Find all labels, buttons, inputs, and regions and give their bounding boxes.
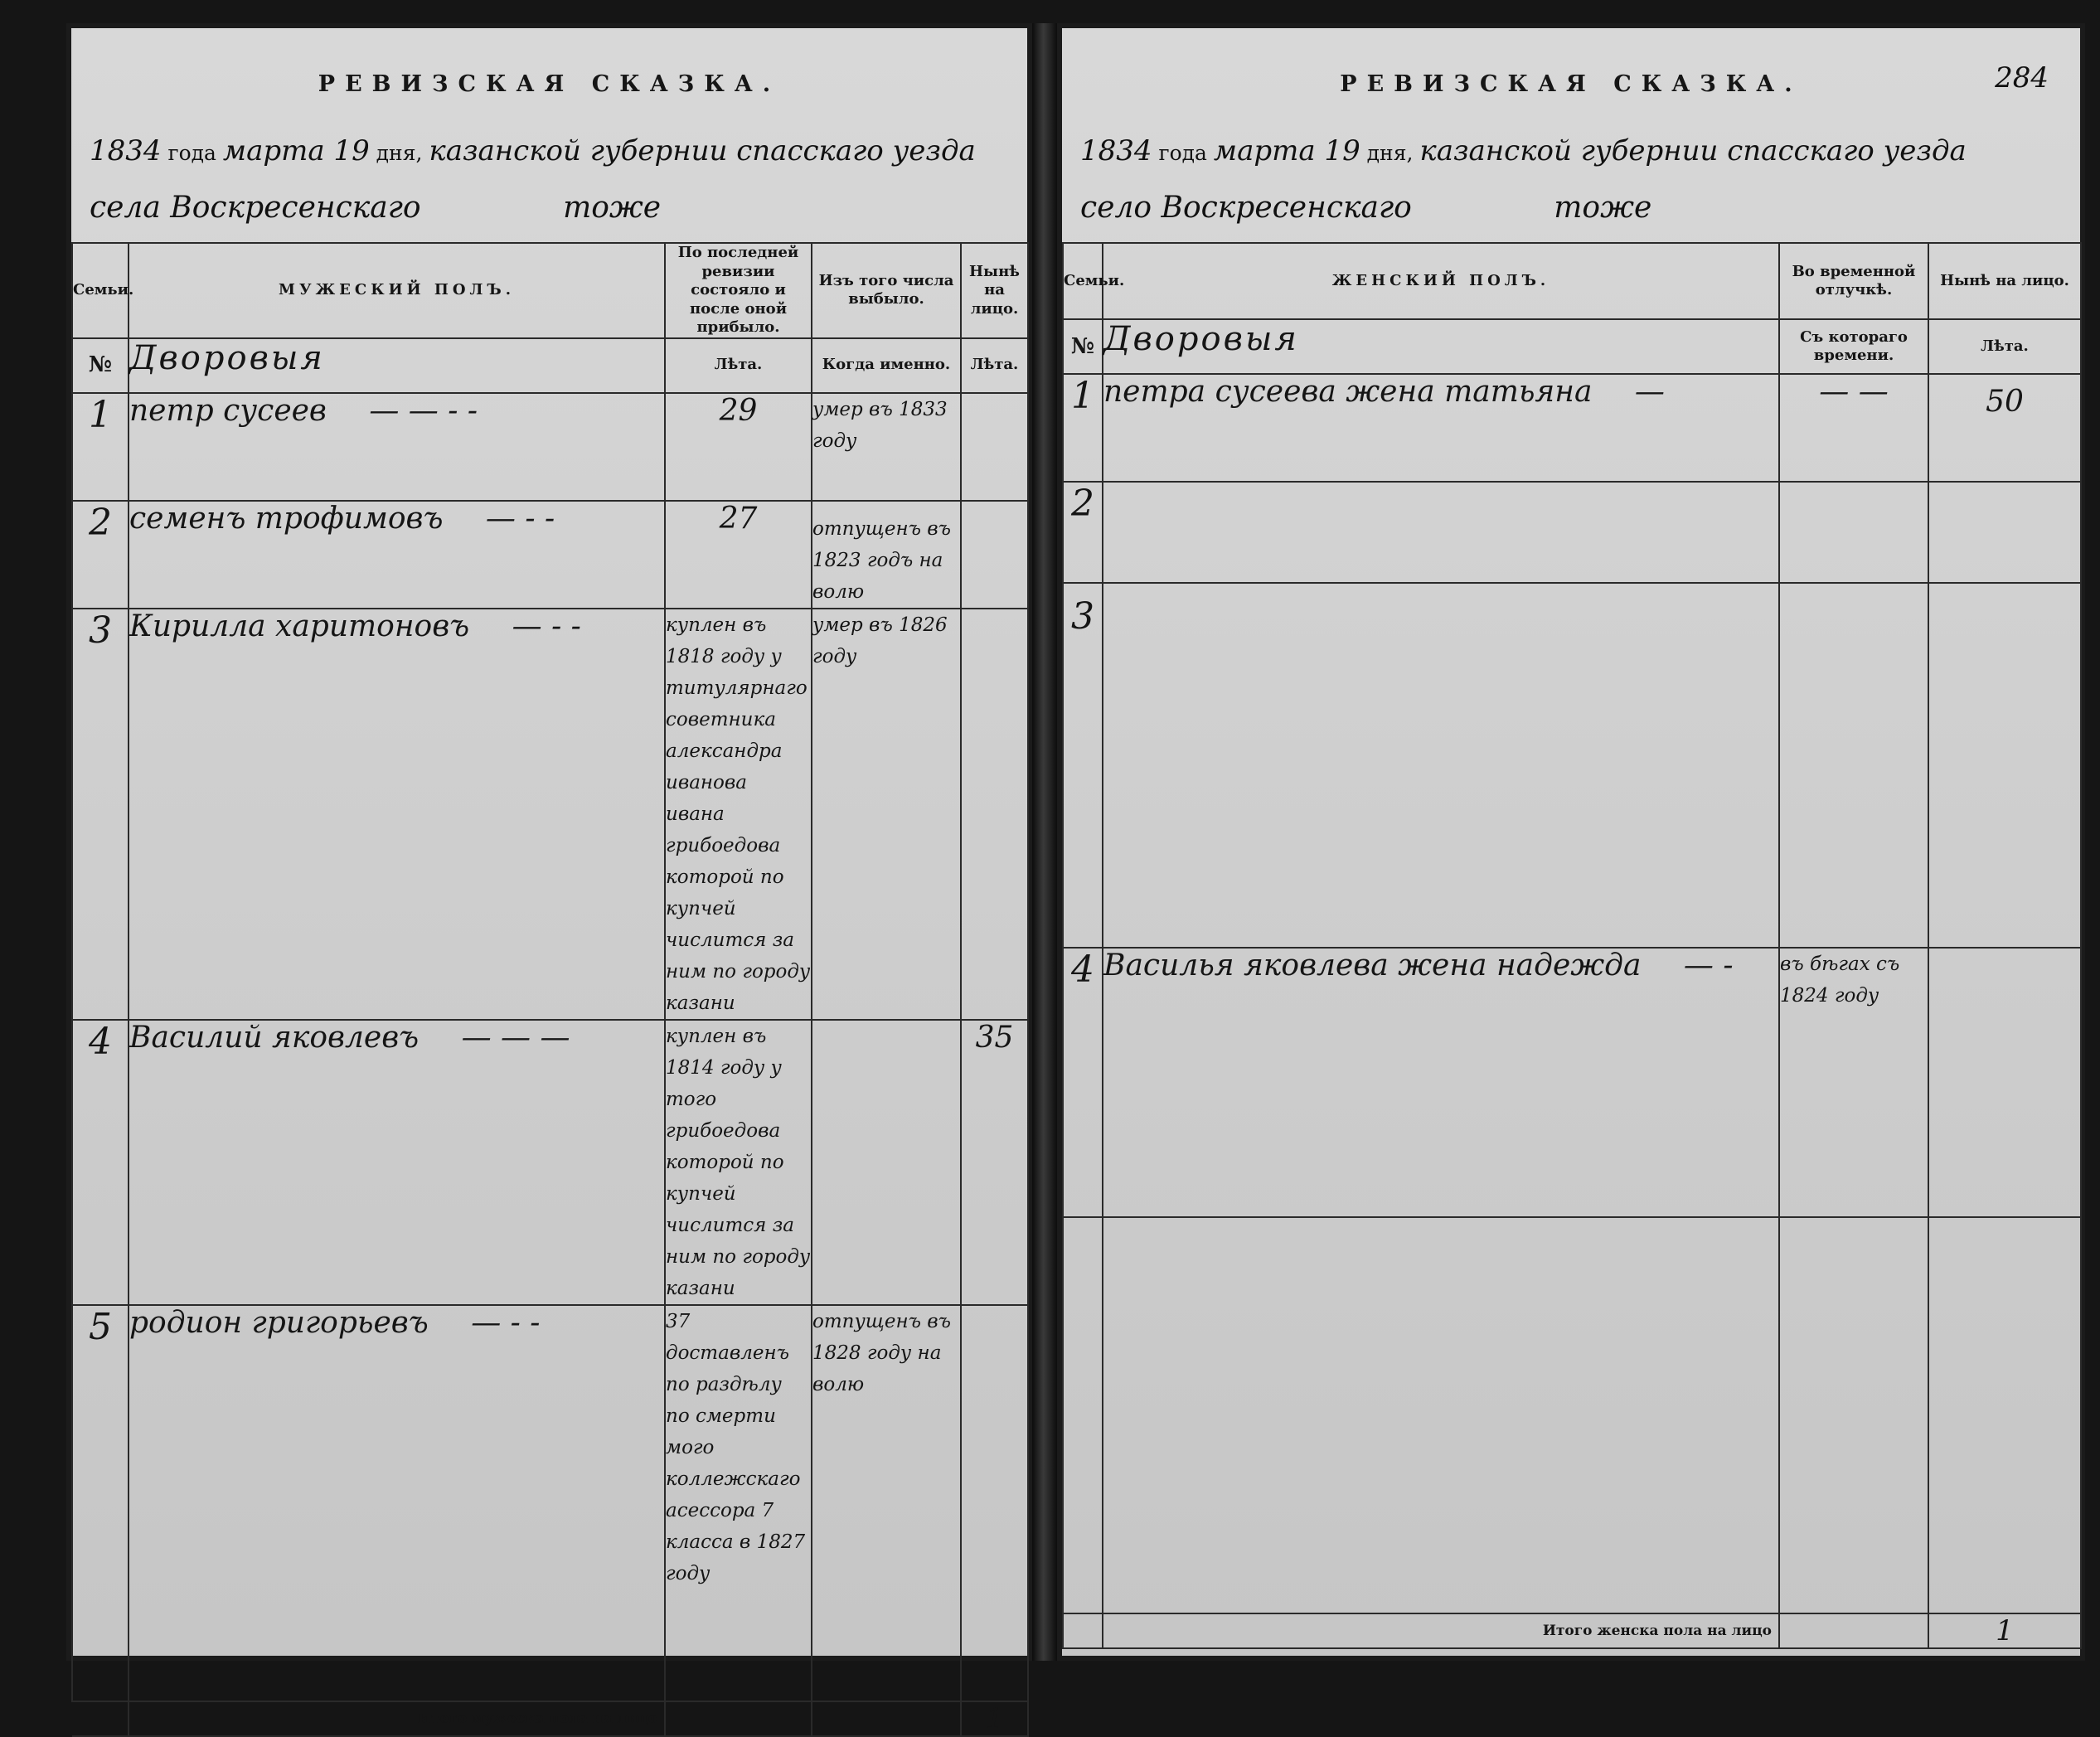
present-cell <box>961 1305 1028 1701</box>
table-row <box>72 393 1028 501</box>
total-empty <box>1779 1613 1928 1648</box>
family-header: Семьи. <box>72 243 129 338</box>
person-name <box>1103 583 1779 948</box>
female-total-value: 1 <box>1928 1613 2081 1648</box>
person-name <box>1103 374 1779 482</box>
male-register-table <box>71 242 1029 1737</box>
person-name <box>129 609 665 1020</box>
row-number: 2 <box>72 501 129 609</box>
left-day-word: дня, <box>376 141 423 165</box>
female-section-header: ЖЕНСКИЙ ПОЛЪ. <box>1103 243 1779 319</box>
female-register-table <box>1062 242 2082 1649</box>
absence-cell <box>1779 1217 1928 1613</box>
present-cell: 50 <box>1928 374 2081 482</box>
absence-cell: — — <box>1779 374 1928 482</box>
male-category: Дворовыя <box>129 338 665 393</box>
years-header: Лѣта. <box>665 338 812 393</box>
dropped-header: Изъ того числа выбыло. <box>812 243 961 338</box>
row-number: 4 <box>72 1020 129 1305</box>
age-cell: 37 доставленъ по раздѣлу по смерти мого коллежскаго асессора 7 класса в 1827 году <box>665 1305 812 1701</box>
table-row <box>1063 583 2081 948</box>
table-row <box>72 1305 1028 1701</box>
person-name <box>1103 948 1779 1217</box>
right-place-line <box>1080 191 1651 225</box>
name-text: семенъ трофимовъ <box>129 501 444 536</box>
right-year-word: года <box>1158 141 1207 165</box>
table-row <box>1063 482 2081 583</box>
dash-filler: — — - - <box>369 393 478 428</box>
total-row <box>72 1701 1028 1736</box>
person-name <box>129 501 665 609</box>
age-cell: 29 <box>665 393 812 501</box>
right-date-line <box>1080 134 1967 167</box>
row-number <box>1063 1217 1103 1613</box>
left-village: села Воскресенскаго <box>90 191 421 225</box>
name-text: Василий яковлевъ <box>129 1020 420 1055</box>
present-header: Нынѣ на лицо. <box>1928 243 2081 319</box>
left-page <box>66 23 1032 1735</box>
right-date: марта 19 <box>1213 134 1360 167</box>
table-row <box>1063 948 2081 1217</box>
person-name <box>1103 1217 1779 1613</box>
row-number: 2 <box>1063 482 1103 583</box>
page-number: 284 <box>1995 61 2049 95</box>
dropped-cell: умер въ 1833 году <box>812 393 961 501</box>
person-name <box>129 1305 665 1701</box>
dash-filler: — <box>1634 375 1665 409</box>
name-text: петр сусеев <box>129 393 327 428</box>
total-empty <box>665 1701 812 1736</box>
present-cell <box>1928 1217 2081 1613</box>
dropped-cell: отпущенъ въ 1828 году на волю <box>812 1305 961 1701</box>
absence-cell <box>1779 482 1928 583</box>
person-name <box>1103 482 1779 583</box>
years-present-header: Лѣта. <box>961 338 1028 393</box>
table-row <box>1063 374 2081 482</box>
left-year: 1834 <box>90 134 162 167</box>
male-section-header: МУЖЕСКИЙ ПОЛЪ. <box>129 243 665 338</box>
left-year-word: года <box>167 141 216 165</box>
left-date-line <box>90 134 976 167</box>
total-spacer <box>1063 1613 1103 1648</box>
last-revision-header: По последней ревизии состояло и после оной прибыло. <box>665 243 812 338</box>
name-text: петра сусеева жена татьяна <box>1103 375 1593 409</box>
present-cell <box>1928 948 2081 1217</box>
total-spacer <box>72 1701 129 1736</box>
present-cell <box>1928 583 2081 948</box>
table-row <box>1063 1217 2081 1613</box>
name-text: Василья яковлева жена надежда <box>1103 949 1642 983</box>
row-number: 4 <box>1063 948 1103 1217</box>
row-number: 1 <box>72 393 129 501</box>
years-header: Лѣта. <box>1928 319 2081 374</box>
table-row <box>72 1020 1028 1305</box>
absence-cell <box>1779 583 1928 948</box>
left-place: казанской губернии спасскаго уезда <box>429 134 976 167</box>
male-total-value: 1 <box>961 1701 1028 1736</box>
when-header: Когда именно. <box>812 338 961 393</box>
row-number: 1 <box>1063 374 1103 482</box>
left-date: марта 19 <box>222 134 370 167</box>
right-place-tail: тоже <box>1554 191 1652 225</box>
dash-filler: — - - <box>471 1305 541 1340</box>
name-text: родион григорьевъ <box>129 1305 429 1340</box>
right-day-word: дня, <box>1366 141 1414 165</box>
dash-filler: — — — <box>461 1020 570 1055</box>
left-page-title: РЕВИЗСКАЯ СКАЗКА. <box>318 71 781 97</box>
left-place-tail: тоже <box>563 191 662 225</box>
name-text: Кирилла харитоновъ <box>129 609 470 643</box>
right-village: село Воскресенскаго <box>1080 191 1412 225</box>
row-number: 3 <box>72 609 129 1020</box>
right-page-title: РЕВИЗСКАЯ СКАЗКА. <box>1340 71 1802 97</box>
present-cell <box>961 609 1028 1020</box>
absence-cell: въ бѣгах съ 1824 году <box>1779 948 1928 1217</box>
age-cell: 27 <box>665 501 812 609</box>
age-cell: куплен въ 1814 году у того грибоедова которой по купчей числится за ним по городу казани <box>665 1020 812 1305</box>
person-name <box>129 1020 665 1305</box>
dash-filler: — - <box>1683 949 1734 983</box>
number-mark: № <box>72 338 129 393</box>
male-total-label: Итого мужеска пола на лицо <box>129 1701 665 1736</box>
dash-filler: — - - <box>512 609 581 643</box>
dropped-cell <box>812 1020 961 1305</box>
age-cell: куплен въ 1818 году у титулярнаго советника александра иванова ивана грибоедова которой по купчей числится за ним по городу казани <box>665 609 812 1020</box>
dropped-cell: умер въ 1826 году <box>812 609 961 1020</box>
present-cell <box>1928 482 2081 583</box>
female-total-label: Итого женска пола на лицо <box>1103 1613 1779 1648</box>
book-gutter <box>1032 23 1057 1661</box>
present-cell: 35 <box>961 1020 1028 1305</box>
total-row <box>1063 1613 2081 1648</box>
present-header: Нынѣ на лицо. <box>961 243 1028 338</box>
present-cell <box>961 393 1028 501</box>
family-header: Семьи. <box>1063 243 1103 319</box>
right-year: 1834 <box>1080 134 1152 167</box>
absence-header: Во временной отлучкѣ. <box>1779 243 1928 319</box>
female-category: Дворовыя <box>1103 319 1779 374</box>
row-number: 5 <box>72 1305 129 1701</box>
table-row <box>72 501 1028 609</box>
number-mark: № <box>1063 319 1103 374</box>
present-cell <box>961 501 1028 609</box>
dash-filler: — - - <box>485 501 555 536</box>
since-when-header: Съ котораго времени. <box>1779 319 1928 374</box>
left-place-line <box>90 191 661 225</box>
dropped-cell: отпущенъ въ 1823 годъ на волю <box>812 501 961 609</box>
total-empty <box>812 1701 961 1736</box>
table-row <box>72 609 1028 1020</box>
right-place: казанской губернии спасскаго уезда <box>1419 134 1967 167</box>
row-number: 3 <box>1063 583 1103 948</box>
person-name <box>129 393 665 501</box>
right-page <box>1057 23 2085 1661</box>
